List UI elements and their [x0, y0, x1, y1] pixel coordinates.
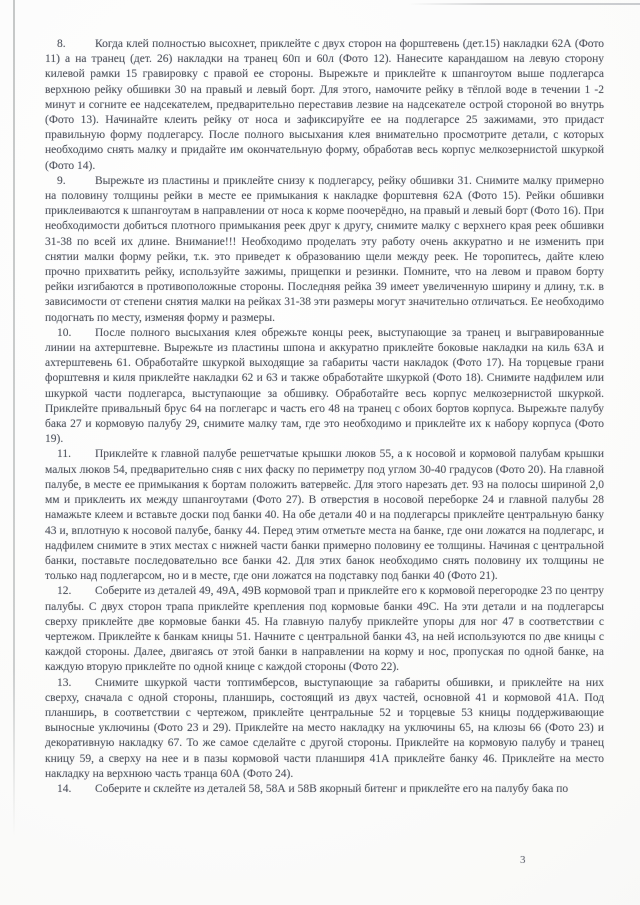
document-body [45, 37, 604, 797]
paragraph-8 [45, 37, 604, 174]
paragraph-13 [45, 676, 604, 782]
paragraph-number: 13. [57, 676, 72, 689]
paragraph-9 [45, 174, 604, 326]
scan-edge-vertical-line [13, 0, 15, 838]
paragraph-text: Приклейте к главной палубе решетчатые крышки люков 55, а к носовой и кормовой палубам крышки малых люков 54, предварительно сняв с них фаску по периметру под углом 30-40 градусов (Фото 20). На главной палубе, в месте ее примыкания к бортам положить ватервейс. Для этого нарезать дет. 93 на полосы шириной 2,0 мм и приклеить их между шпангоутами (Фото 27). В отверстия в носовой переборке 24 и главной палубы 28 намажьте клеем и вставьте доски под банки 40. На обе детали 40 и на подлегарсы приклейте центральную банку 43 и, вплотную к носовой палубе, банку 44. Перед этим отметьте места на банке, где они ложатся на подлегарс, и надфилем снимите в этих местах с нижней части банки примерно половину ее толщины. Начиная с центральной банки, поставьте последовательно все банки 42. Для этих банок необходимо снять половину их толщины не только над подлегарсом, но и в месте, где они ложатся на подставку под банки 40 (Фото 21). [45, 448, 604, 583]
paragraph-number: 11. [57, 448, 71, 461]
paragraph-text: Вырежьте из пластины и приклейте снизу к подлегарсу, рейку обшивки 31. Снимите малку примерно на половину толщины рейки в месте ее примыкания к накладке форштевня 62А (Фото 15). Рейки обшивки приклеиваются к шпангоутам в направлении от носа к корме поочерёдно, на правый и левый борт (Фото 16). При необходимости добиться плотного примыкания реек друг к другу, снимите малку с верхнего края реек обшивки 31-38 по всей их длине. Внимание!!! Необходимо проделать эту работу очень аккуратно и не изменить при снятии малки форму рейки, т.к. это приведет к образованию щели между реек. Не торопитесь, дайте клею прочно прихватить рейку, используйте зажимы, прищепки и резинки. Помните, что на левом и правом борту рейки изгибаются в противоположные стороны. Последняя рейка 39 имеет увеличенную ширину и длину, т.к. в зависимости от степени снятия малки на рейках 31-38 эти размеры могут значительно отличаться. Ее необходимо подогнать по месту, изменяя форму и размеры. [45, 174, 604, 324]
paragraph-14 [45, 782, 604, 797]
paragraph-text: Снимите шкуркой части топтимберсов, выступающие за габариты обшивки, и приклейте на них сверху, сначала с одной стороны, планширь, состоящий из двух частей, основной 41 и кормовой 41А. Под планширь, в соответствии с чертежом, приклейте центральные 52 и торцевые 53 кницы поддерживающие выносные уключины (Фото 23 и 29). Приклейте на место накладку на уключины 65, на клюзы 66 (Фото 23) и декоративную накладку 67. То же самое сделайте с другой стороны. Приклейте на кормовую палубу и транец кницу 59, а сверху на нее и в пазы кормовой части планширя 41А приклейте банку 46. Приклейте на место накладку на верхнюю часть транца 60А (Фото 24). [45, 676, 604, 780]
paragraph-11 [45, 447, 604, 584]
paragraph-number: 8. [57, 38, 66, 50]
paragraph-10 [45, 326, 604, 448]
page-number: 3 [520, 854, 526, 866]
scan-edge-horizontal-line [408, 3, 640, 5]
paragraph-12 [45, 584, 604, 675]
paragraph-number: 9. [57, 174, 66, 187]
paragraph-number: 10. [57, 326, 72, 339]
paragraph-number: 12. [57, 585, 72, 598]
paragraph-text: Когда клей полностью высохнет, приклейте с двух сторон на форштевень (дет.15) накладки 62А (Фото 11) а на транец (дет. 26) накладки на транец 60п и 60л (Фото 12). Нанесите карандашом на левую сторону килевой рамки 15 гравировку с правой ее стороны. Вырежьте и приклейте к шпангоутом выше подлегарса верхнюю рейку обшивки 30 на правый и левый борт. Для этого, намочите рейку в тёплой воде в течении 1 -2 минут и согните ее надсекателем, предварительно переставив лезвие на надсекателе острой стороной во внутрь (Фото 13). Начинайте клеить рейку от носа и зафиксируйте ее на подлегарсе 25 зажимами, это придаст правильную форму подлегарсу. После полного высыхания клея внимательно просмотрите детали, с которых необходимо снять малку и придайте им окончательную форму, обработав весь корпус мелкозернистой шкуркой (Фото 14). [45, 38, 604, 172]
paragraph-text: Соберите из деталей 49, 49А, 49В кормовой трап и приклейте его к кормовой перегородке 23 по центру палубы. С двух сторон трапа приклейте крепления под кормовые банки 49С. На эти детали и на подлегарсы сверху приклейте две кормовые банки 45. На главную палубу приклейте упоры для ног 47 в соответствии с чертежом. Приклейте к банкам кницы 51. Начните с центральной банки 43, на ней используются по две кницы с каждой стороны. Далее, двигаясь от этой банки в направлении на корму и нос, пропуская по одной банке, на каждую вторую приклейте по одной книце с каждой стороны (Фото 22). [45, 585, 604, 674]
paragraph-text: Соберите и склейте из деталей 58, 58А и 58В якорный битенг и приклейте его на палубу бака по [95, 782, 569, 795]
paragraph-text: После полного высыхания клея обрежьте концы реек, выступающие за транец и выгравированные линии на ахтерштевне. Вырежьте из пластины шпона и аккуратно приклейте боковые накладки на киль 63А и ахтерштевень 61. Обработайте шкуркой выходящие за габариты части накладок (Фото 17). На торцевые грани форштевня и киля приклейте накладки 62 и 63 и также обработайте шкуркой (Фото 18). Снимите надфилем или шкуркой части подлегарса, выступающие за обшивку. Обработайте весь корпус мелкозернистой шкуркой. Приклейте привальный брус 64 на поглегарс и часть его 48 на транец с обоих бортов корпуса. Вырежьте палубу бака 27 и кормовую палубу 29, снимите малку там, где это необходимо и приклейте их к набору корпуса (Фото 19). [45, 326, 604, 446]
paragraph-number: 14. [57, 782, 72, 795]
